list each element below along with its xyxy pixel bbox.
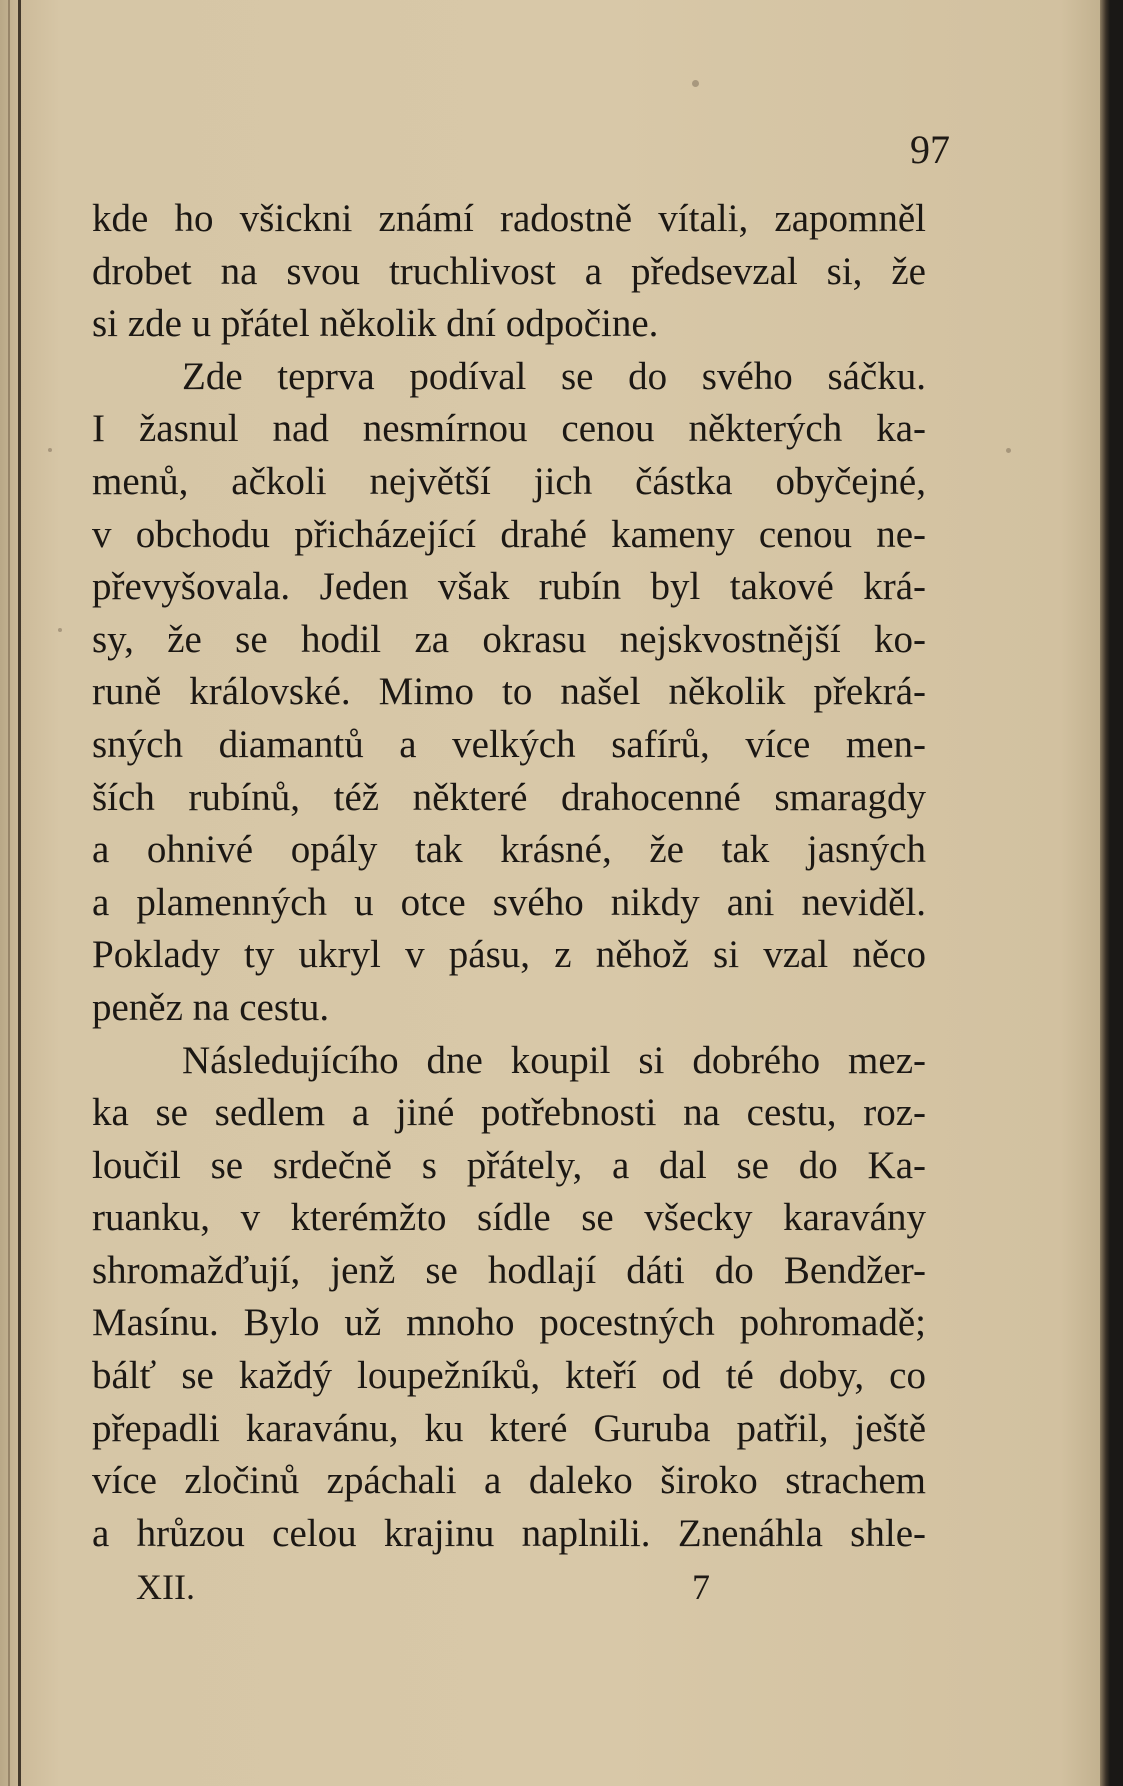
binding-edge-shadow bbox=[8, 0, 10, 1786]
text-line: peněz na cestu. bbox=[92, 985, 330, 1029]
text-line: sy, že se hodil za okrasu nejskvostnější ko- bbox=[92, 617, 926, 661]
paper-speck bbox=[692, 80, 699, 87]
text-line: přepadli karavánu, ku které Guruba patřil, ještě bbox=[92, 1406, 926, 1450]
binding-edge bbox=[18, 0, 21, 1786]
text-line: Poklady ty ukryl v pásu, z něhož si vzal něco bbox=[92, 933, 926, 977]
text-line: a plamenných u otce svého nikdy ani neviděl. bbox=[92, 880, 926, 924]
paper-speck bbox=[1006, 448, 1011, 453]
body-text bbox=[92, 193, 926, 1560]
paper-speck bbox=[58, 628, 62, 632]
text-line: menů, ačkoli největší jich částka obyčejné, bbox=[92, 459, 926, 503]
text-line: více zločinů zpáchali a daleko široko strachem bbox=[92, 1459, 926, 1503]
text-line: shromažďují, jenž se hodlají dáti do Bendžer- bbox=[92, 1248, 926, 1292]
text-line: si zde u přátel několik dní odpočine. bbox=[92, 302, 659, 346]
text-line: ších rubínů, též některé drahocenné smaragdy bbox=[92, 775, 926, 819]
paper-speck bbox=[48, 448, 52, 452]
page-number: 97 bbox=[910, 127, 950, 172]
text-line: ruanku, v kterémžto sídle se všecky karavány bbox=[92, 1196, 926, 1240]
text-line: Následujícího dne koupil si dobrého mez- bbox=[182, 1038, 926, 1082]
text-line: a ohnivé opály tak krásné, že tak jasných bbox=[92, 828, 926, 872]
text-line: drobet na svou truchlivost a předsevzal si, že bbox=[92, 249, 926, 293]
text-line: kde ho všickni známí radostně vítali, zapomněl bbox=[92, 197, 926, 240]
text-line: I žasnul nad nesmírnou cenou některých ka- bbox=[92, 407, 926, 451]
text-line: převyšovala. Jeden však rubín byl takové krá- bbox=[92, 565, 926, 609]
text-line: loučil se srdečně s přátely, a dal se do Ka- bbox=[92, 1143, 926, 1187]
page-right-edge bbox=[1100, 0, 1123, 1786]
signature-mark: XII. bbox=[136, 1567, 195, 1607]
sheet-number: 7 bbox=[692, 1567, 710, 1607]
text-line: sných diamantů a velkých safírů, více men- bbox=[92, 722, 926, 766]
text-line: bálť se každý loupežníků, kteří od té doby, co bbox=[92, 1354, 926, 1398]
text-line: ka se sedlem a jiné potřebnosti na cestu, roz- bbox=[92, 1091, 926, 1135]
text-line: a hrůzou celou krajinu naplnili. Znenáhla shle- bbox=[92, 1511, 926, 1555]
text-line: runě královské. Mimo to našel několik překrá- bbox=[92, 670, 926, 714]
text-line: Zde teprva podíval se do svého sáčku. bbox=[182, 354, 926, 398]
text-line: Masínu. Bylo už mnoho pocestných pohromadě; bbox=[92, 1301, 926, 1345]
text-line: v obchodu přicházející drahé kameny cenou ne- bbox=[92, 512, 926, 556]
